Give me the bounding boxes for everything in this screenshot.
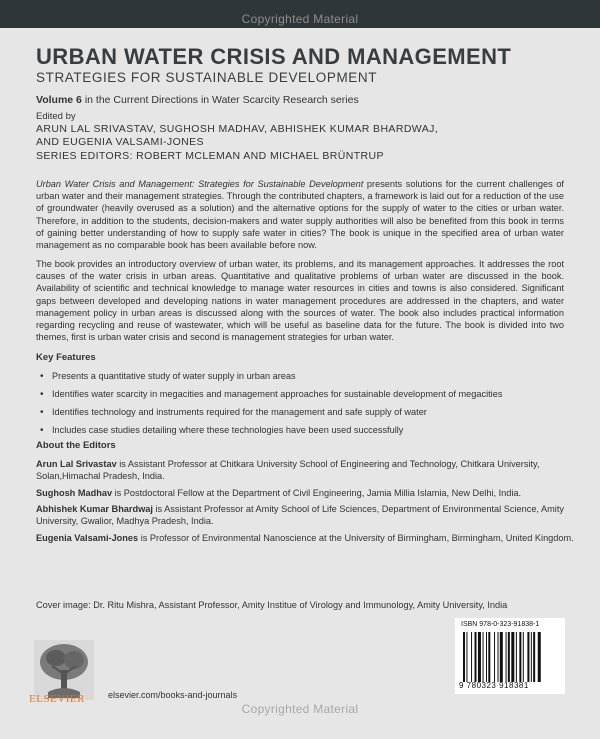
elsevier-wordmark: ELSEVIER	[29, 693, 85, 705]
editors-line-1: ARUN LAL SRIVASTAV, SUGHOSH MADHAV, ABHISHEK KUMAR BHARDWAJ,	[36, 123, 439, 135]
key-feature-text: Identifies water scarcity in megacities and management approaches for sustainable development of megacities	[52, 389, 503, 399]
key-feature-text: Identifies technology and instruments required for the management and safe supply of water	[52, 407, 427, 417]
publisher-url: elsevier.com/books-and-journals	[108, 690, 238, 700]
series-editors: SERIES EDITORS: ROBERT MCLEMAN AND MICHAEL BRÜNTRUP	[36, 150, 384, 162]
edited-by-label: Edited by	[36, 111, 76, 122]
list-item	[40, 385, 580, 403]
elsevier-tree-logo-icon	[34, 640, 94, 700]
key-feature-text: Presents a quantitative study of water supply in urban areas	[52, 371, 296, 381]
editor-bio	[36, 532, 576, 544]
book-title: URBAN WATER CRISIS AND MANAGEMENT	[36, 44, 512, 69]
description-paragraph-1	[36, 178, 564, 251]
barcode-number: 9 780323 918381	[459, 681, 529, 690]
list-item	[40, 421, 580, 439]
editor-name: Sughosh Madhav	[36, 488, 113, 498]
editor-bio-text: is Assistant Professor at Amity School of Life Sciences, Department of Environmental Science, Amity University, Gwalior, Madhya Pradesh, India.	[36, 504, 564, 527]
editor-bio	[36, 458, 576, 483]
book-subtitle: STRATEGIES FOR SUSTAINABLE DEVELOPMENT	[36, 70, 378, 85]
editor-bio	[36, 487, 576, 499]
editor-bio-text: is Postdoctoral Fellow at the Department of Civil Engineering, Jamia Millia Islamia, New Delhi, India.	[112, 488, 522, 498]
editor-name: Abhishek Kumar Bhardwaj	[36, 504, 153, 514]
key-features-heading: Key Features	[36, 352, 96, 363]
editors-line-2: AND EUGENIA VALSAMI-JONES	[36, 135, 204, 148]
list-item	[40, 367, 580, 385]
editor-bio	[36, 503, 576, 528]
editor-name: Arun Lal Srivastav	[36, 459, 117, 469]
bullet-icon: •	[40, 370, 44, 382]
cover-image-credit: Cover image: Dr. Ritu Mishra, Assistant Professor, Amity Institue of Virology and Immunology, Amity University, India	[36, 600, 508, 610]
series-volume	[36, 94, 359, 106]
barcode-icon	[463, 632, 561, 682]
bullet-icon: •	[40, 406, 44, 418]
description-p1-text: presents solutions for the current challenges of urban water and their management strategies. Through the contributed chapters, a framework is laid out for a reduction of the use of groundwater (heavily overused as a solution) and the alternative options for the supply of water to the cities or urban water. Therefore, in addition to the students, decision-makers and water supply authorities will also be benefited from this book in terms of gaining better understanding of how to supply safe water in cities? The book is unique in the specified area of urban water management as no comparable book has been available before now.	[36, 179, 564, 251]
editors-list	[36, 123, 556, 148]
editor-bio-text: is Professor of Environmental Nanoscience at the University of Birmingham, Birmingham, United Kingdom.	[138, 533, 574, 543]
description-paragraph-2: The book provides an introductory overview of urban water, its problems, and its management approaches. It addresses the root causes of the water crisis in urban areas. Quantitative and qualitative problems of urban water are discussed in the book. Availability of scientific and technical knowledge to manage water resources in cities and towns is also considered. Significant gaps between developed and developing nations in water management procedures are addressed in the chapters, and water management policy in urban areas is discussed along with the sources of water. The book also includes practical information regarding recycling and reuse of wastewater, which will be useful as baseline data for the future. The book is divided into two themes, first is urban water crisis and second is management strategies for urban water.	[36, 259, 564, 343]
watermark-top: Copyrighted Material	[241, 12, 359, 26]
description-title-italic: Urban Water Crisis and Management: Strategies for Sustainable Development	[36, 179, 364, 189]
volume-series: in the Current Directions in Water Scarcity Research series	[81, 94, 359, 106]
list-item	[40, 403, 580, 421]
editor-name: Eugenia Valsami-Jones	[36, 533, 139, 543]
volume-number: Volume 6	[36, 94, 82, 106]
bullet-icon: •	[40, 388, 44, 400]
key-features-list	[40, 367, 580, 439]
watermark-bottom: Copyrighted Material	[241, 702, 359, 716]
bullet-icon: •	[40, 424, 44, 436]
isbn-label: ISBN 978-0-323-91838-1	[461, 621, 540, 628]
key-feature-text: Includes case studies detailing where these technologies have been used successfully	[52, 425, 404, 435]
isbn-barcode-box	[455, 618, 565, 694]
about-editors-heading: About the Editors	[36, 440, 116, 451]
editor-bio-text: is Assistant Professor at Chitkara University School of Engineering and Technology, Chitkara University, Solan,Himachal Pradesh, India.	[36, 459, 540, 482]
